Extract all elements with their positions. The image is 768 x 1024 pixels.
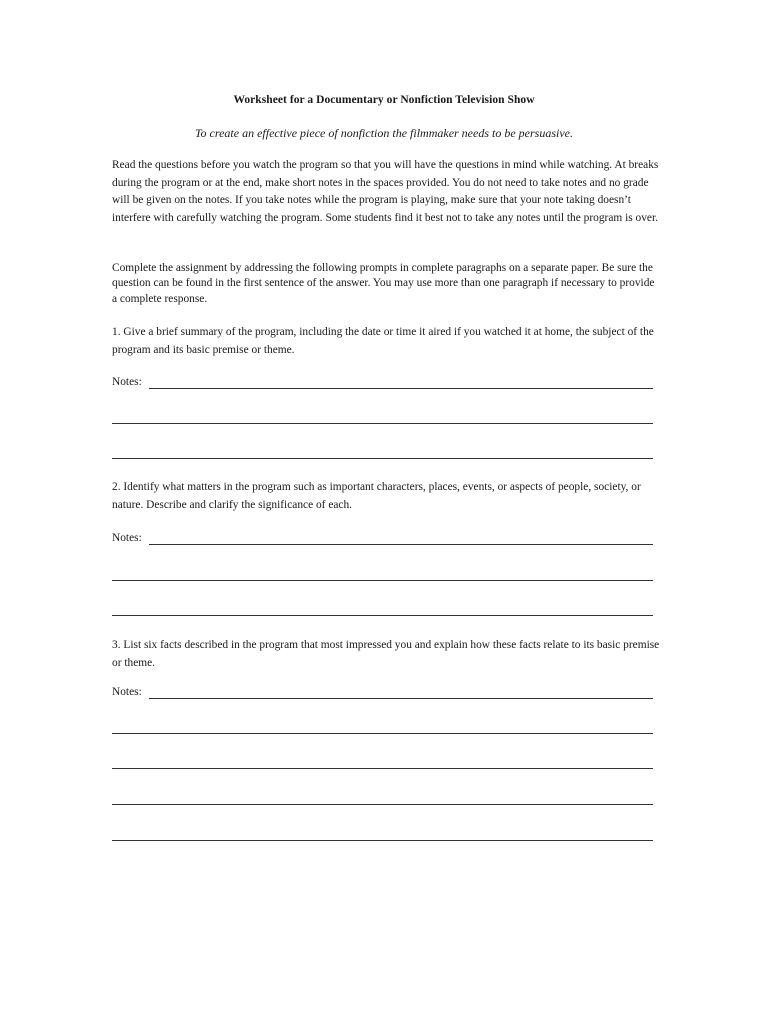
question-1: 1. Give a brief summary of the program, including the date or time it aired if you watched it at home, the subject of the program and its basic premise or theme. — [112, 326, 654, 356]
notes-row-q2 — [112, 531, 653, 547]
answer-line — [112, 768, 653, 769]
answer-line — [112, 580, 653, 581]
notes-label: Notes: — [112, 532, 142, 544]
notes-line — [149, 388, 653, 389]
worksheet-title: Worksheet for a Documentary or Nonfiction Television Show — [233, 94, 535, 106]
notes-line — [149, 544, 653, 545]
question-2: 2. Identify what matters in the program such as important characters, places, events, or aspects of people, society, or nature. Describe and clarify the significance of each. — [112, 481, 641, 511]
answer-line — [112, 615, 653, 616]
notes-line — [149, 698, 653, 699]
answer-line — [112, 804, 653, 805]
question-3: 3. List six facts described in the program that most impressed you and explain how these facts relate to its basic premise or theme. — [112, 639, 660, 669]
intro-paragraph: Read the questions before you watch the program so that you will have the questions in mind while watching. At breaks during the program or at the end, make short notes in the spaces provided. You do not need to take notes and no grade will be given on the notes. If you take notes while the program is playing, make sure that your note taking doesn’t interfere with carefully watching the program. Some students find it best not to take any notes until the program is over. — [112, 159, 659, 224]
notes-label: Notes: — [112, 686, 142, 698]
answer-line — [112, 423, 653, 424]
answer-line — [112, 458, 653, 459]
notes-row-q1 — [112, 375, 653, 391]
notes-row-q3 — [112, 685, 653, 701]
answer-line — [112, 840, 653, 841]
answer-line — [112, 733, 653, 734]
notes-label: Notes: — [112, 376, 142, 388]
assignment-paragraph: Complete the assignment by addressing the following prompts in complete paragraphs on a separate paper. Be sure the question can be found in the first sentence of the answer. You may use more than one paragraph if necessary to provide a complete response. — [112, 262, 655, 305]
worksheet-subtitle: To create an effective piece of nonfiction the filmmaker needs to be persuasive. — [194, 126, 573, 140]
